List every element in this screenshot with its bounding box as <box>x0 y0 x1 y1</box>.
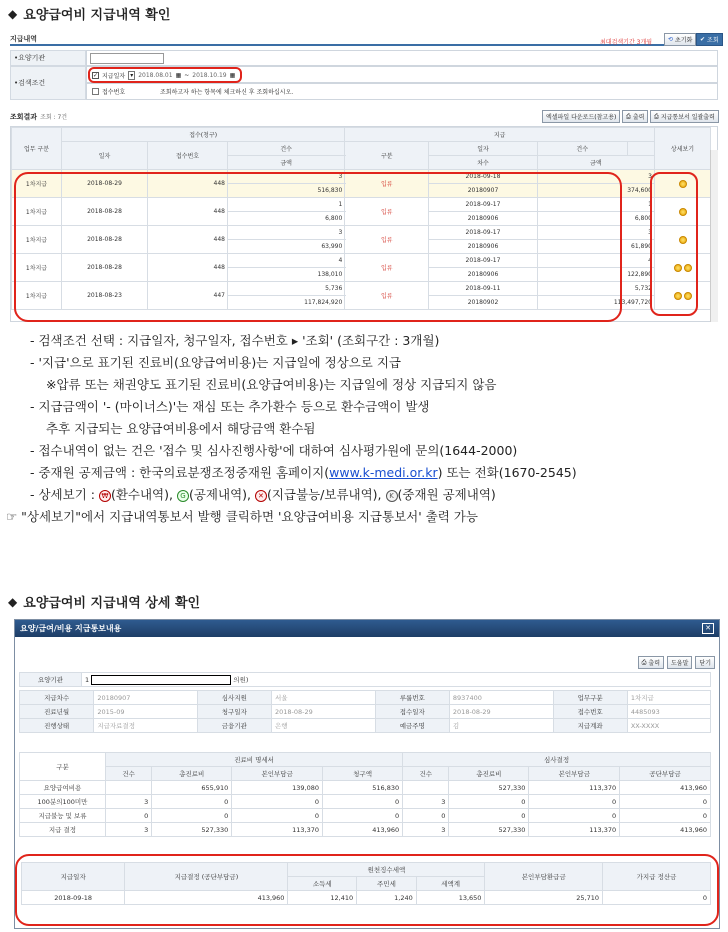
info-value: 서울 <box>272 691 376 705</box>
header-pay-count: 건수 <box>537 142 627 156</box>
panel-title: 지급내역 <box>10 35 38 43</box>
pay-date: 2018-09-18 <box>22 891 125 905</box>
info-label: 지급차수 <box>20 691 94 705</box>
cell-value: 413,960 <box>620 823 711 837</box>
resident-tax: 1,240 <box>357 891 417 905</box>
bill-group-header: 진료비 명세서 <box>106 753 403 767</box>
agency-input[interactable] <box>90 53 164 64</box>
info-value: 은행 <box>272 719 376 733</box>
agency-value: 1 의원) <box>82 673 711 687</box>
pay-amount: 113,497,720 <box>537 296 654 310</box>
bill-column-header: 건수 <box>106 767 152 781</box>
header-work-type: 업무 구분 <box>12 128 62 170</box>
header-receipt-group: 접수(청구) <box>62 128 345 142</box>
cell-value: 113,370 <box>529 823 620 837</box>
init-button[interactable]: ⟲ 초기화 <box>664 33 696 46</box>
table-row <box>20 781 711 795</box>
work-type: 1차지급 <box>12 282 62 310</box>
tax-group-header: 원천징수세액 <box>288 863 485 877</box>
diamond-marker: ◆ <box>8 6 18 21</box>
agency-table <box>19 672 711 687</box>
pay-date: 2018-09-17 <box>429 254 537 268</box>
section2-title: 요양급여비 지급내역 상세 확인 <box>23 596 201 611</box>
pay-count: 1 <box>537 198 654 212</box>
info-value: 2018-08-29 <box>449 705 553 719</box>
pay-amount: 122,890 <box>537 268 654 282</box>
pay-amount: 374,600 <box>537 184 654 198</box>
header-detail: 상세보기 <box>655 128 711 170</box>
cell-value: 413,960 <box>323 823 403 837</box>
cell-value: 0 <box>620 795 711 809</box>
work-type: 1차지급 <box>12 198 62 226</box>
receipt-date: 2018-08-23 <box>62 282 148 310</box>
receipt-count: 1 <box>228 198 345 212</box>
cell-value: 0 <box>449 809 529 823</box>
receipt-amount: 117,824,920 <box>228 296 345 310</box>
tax-total: 13,650 <box>416 891 485 905</box>
info-value: 1차지급 <box>627 691 710 705</box>
receipt-count: 3 <box>228 170 345 184</box>
row-label: 지급불능 및 보류 <box>20 809 106 823</box>
receipt-no: 447 <box>148 282 228 310</box>
header-pay-group: 지급 <box>345 128 655 142</box>
receipt-date: 2018-08-28 <box>62 198 148 226</box>
bill-table <box>19 752 711 837</box>
header-class: 구분 <box>345 142 429 170</box>
receipt-amount: 63,990 <box>228 240 345 254</box>
pay-seq: 20180902 <box>429 296 537 310</box>
info-label: 접수일자 <box>375 705 449 719</box>
pay-decision-header: 지급결정 (공단부담금) <box>125 863 288 891</box>
bill-column-header: 청구액 <box>323 767 403 781</box>
print-button[interactable]: ⎙ 출력 <box>622 110 648 123</box>
receipt-count: 5,736 <box>228 282 345 296</box>
row-label: 지급 결정 <box>20 823 106 837</box>
header-count: 건수 <box>228 142 345 156</box>
header-pay-amount: 금액 <box>537 156 654 170</box>
agency-label: •요양기관 <box>10 50 86 66</box>
cell-value: 0 <box>232 809 323 823</box>
bill-column-header: 본인부담금 <box>529 767 620 781</box>
cell-value: 3 <box>106 795 152 809</box>
info-value: XX-XXXX <box>627 719 710 733</box>
desc-line: - '지급'으로 표기된 진료비(요양급여비용)는 지급일에 정상으로 지급 <box>30 355 402 370</box>
pay-seq: 20180906 <box>429 268 537 282</box>
pay-seq: 20180906 <box>429 212 537 226</box>
receipt-date: 2018-08-28 <box>62 226 148 254</box>
cell-value: 0 <box>449 795 529 809</box>
max-period-note: 최대검색기간 3개월 <box>600 39 653 46</box>
to-date[interactable]: 2018.10.19 <box>192 72 227 79</box>
check-icon: ✔ <box>700 36 706 43</box>
mediation-detail-icon: K <box>386 490 398 502</box>
result-label: 조회결과 <box>10 113 38 121</box>
receipt-count: 4 <box>228 254 345 268</box>
bill-column-header: 공단부담금 <box>620 767 711 781</box>
row-label: 요양급여비용 <box>20 781 106 795</box>
income-tax-header: 소득세 <box>288 877 357 891</box>
info-label: 접수번호 <box>553 705 627 719</box>
receipt-count: 3 <box>228 226 345 240</box>
cell-value: 139,080 <box>232 781 323 795</box>
desc-line: 추후 지급되는 요양급여비용에서 해당금액 환수됨 <box>46 421 316 436</box>
pay-date: 2018-09-17 <box>429 226 537 240</box>
work-type: 1차지급 <box>12 170 62 198</box>
window-titlebar <box>15 620 719 637</box>
receipt-no: 448 <box>148 170 228 198</box>
cell-value <box>403 781 449 795</box>
pay-class: 입류 <box>345 254 429 282</box>
info-label: 예금주명 <box>375 719 449 733</box>
info-value: 2015-09 <box>94 705 197 719</box>
header-seq: 차수 <box>429 156 537 170</box>
header-pay-date: 일자 <box>429 142 537 156</box>
calendar-icon[interactable]: ▦ <box>229 72 236 79</box>
table-row <box>20 795 711 809</box>
receipt-checkbox[interactable] <box>92 88 99 95</box>
pay-decision: 413,960 <box>125 891 288 905</box>
pay-amount: 61,890 <box>537 240 654 254</box>
date-type-select[interactable]: 지급일자 <box>102 73 126 80</box>
receipt-date: 2018-08-29 <box>62 170 148 198</box>
work-type: 1차지급 <box>12 226 62 254</box>
bill-column-header: 본인부담금 <box>232 767 323 781</box>
cell-value: 527,330 <box>449 781 529 795</box>
resident-tax-header: 주민세 <box>357 877 417 891</box>
info-value: 20180907 <box>94 691 197 705</box>
info-label: 지급계좌 <box>553 719 627 733</box>
cell-value: 0 <box>106 809 152 823</box>
pay-date: 2018-09-11 <box>429 282 537 296</box>
receipt-amount: 516,830 <box>228 184 345 198</box>
cell-value: 0 <box>323 795 403 809</box>
row-label: 100분의100미만 <box>20 795 106 809</box>
bill-column-header: 총진료비 <box>152 767 232 781</box>
cell-value: 0 <box>232 795 323 809</box>
from-date[interactable]: 2018.08.01 <box>138 72 173 79</box>
bill-column-header: 건수 <box>403 767 449 781</box>
pay-count: 5,732 <box>537 282 654 296</box>
search-button[interactable]: ✔ 조회 <box>696 33 723 46</box>
header-amount: 금액 <box>228 156 345 170</box>
highlight-detail <box>650 172 698 316</box>
section2-heading <box>8 592 200 611</box>
scrollbar[interactable] <box>710 150 718 322</box>
pay-seq: 20180906 <box>429 240 537 254</box>
excel-download-button[interactable]: 엑셀파일 다운로드(참고용) <box>542 110 620 123</box>
info-label: 루룹번호 <box>375 691 449 705</box>
pay-count: 3 <box>537 170 654 184</box>
close-button[interactable]: 닫기 <box>695 656 715 669</box>
header-pay-amount-top <box>627 142 654 156</box>
pay-class: 입류 <box>345 282 429 310</box>
hold-detail-icon: ✕ <box>255 490 267 502</box>
info-value: 2018-08-29 <box>272 705 376 719</box>
receipt-label: 접수번호 <box>102 89 126 96</box>
pay-notice-window <box>14 619 720 929</box>
table-row <box>20 809 711 823</box>
receipt-amount: 138,010 <box>228 268 345 282</box>
pay-date: 2018-09-17 <box>429 198 537 212</box>
receipt-amount: 6,800 <box>228 212 345 226</box>
cell-value: 0 <box>620 809 711 823</box>
cell-value: 113,370 <box>529 781 620 795</box>
pay-count: 4 <box>537 254 654 268</box>
receipt-no: 448 <box>148 226 228 254</box>
help-button[interactable]: 도움말 <box>667 656 692 669</box>
info-value: 지급자료결정 <box>94 719 197 733</box>
info-label: 금융기관 <box>197 719 271 733</box>
agency-label: 요양기관 <box>20 673 82 687</box>
section1-title: 요양급여비 지급내역 확인 <box>23 8 171 23</box>
receipt-no: 448 <box>148 254 228 282</box>
refund-header: 본인부담환급금 <box>485 863 603 891</box>
info-label: 청구일자 <box>197 705 271 719</box>
header-receipt-no: 접수번호 <box>148 142 228 170</box>
pay-class: 입류 <box>345 198 429 226</box>
advance-header: 가지급 정산금 <box>603 863 711 891</box>
pay-date-header: 지급일자 <box>22 863 125 891</box>
pay-date: 2018-09-18 <box>429 170 537 184</box>
info-label: 진료년월 <box>20 705 94 719</box>
kmedi-link[interactable]: www.k-medi.or.kr <box>329 465 438 480</box>
info-label: 심사지원 <box>197 691 271 705</box>
advance: 0 <box>603 891 711 905</box>
cell-value: 3 <box>403 823 449 837</box>
cell-value: 0 <box>403 809 449 823</box>
pay-class: 입류 <box>345 226 429 254</box>
desc-line: - 상세보기 : ₩ (환수내역), G (공제내역), ✕ (지급불능/보류내역), K (중재원 공제내역) <box>30 487 496 502</box>
info-label: 업무구분 <box>553 691 627 705</box>
cell-value: 0 <box>323 809 403 823</box>
info-value: 8937400 <box>449 691 553 705</box>
cell-value <box>106 781 152 795</box>
receipt-date: 2018-08-28 <box>62 254 148 282</box>
description <box>6 330 720 528</box>
refresh-icon: ⟲ <box>668 36 674 43</box>
calendar-icon[interactable]: ▦ <box>175 72 182 79</box>
info-label: 진행상태 <box>20 719 94 733</box>
pay-seq: 20180907 <box>429 184 537 198</box>
printer-icon: ⎙ <box>626 112 631 120</box>
deduction-detail-icon: G <box>177 490 189 502</box>
dropdown-icon[interactable]: ▾ <box>130 72 134 79</box>
refund: 25,710 <box>485 891 603 905</box>
cell-value: 527,330 <box>449 823 529 837</box>
window-title: 요양/급여/비용 지급통보내용 <box>20 624 122 633</box>
printer-icon: ⎙ <box>654 112 659 120</box>
result-count: 조회 : 7건 <box>40 114 68 121</box>
tax-total-header: 세액계 <box>416 877 485 891</box>
info-value: 4485093 <box>627 705 710 719</box>
info-value: 김 <box>449 719 553 733</box>
print-button[interactable]: ⎙ 출력 <box>638 656 664 669</box>
refund-detail-icon: ₩ <box>99 490 111 502</box>
cell-value: 3 <box>403 795 449 809</box>
desc-line: ※압류 또는 채권양도 표기된 진료비(요양급여비용)는 지급일에 정상 지급되지 않음 <box>46 377 497 392</box>
review-group-header: 심사결정 <box>403 753 711 767</box>
cell-value: 0 <box>529 795 620 809</box>
desc-line: ☞ "상세보기"에서 지급내역통보서 발행 클릭하면 '요양급여비용 지급통보서' 출력 가능 <box>6 509 478 524</box>
highlight-rows <box>14 172 622 322</box>
bill-column-header: 총진료비 <box>449 767 529 781</box>
diamond-marker: ◆ <box>8 594 18 609</box>
cell-value: 3 <box>106 823 152 837</box>
header-date: 일자 <box>62 142 148 170</box>
desc-line: - 지급금액이 '- (마이너스)'는 재심 또는 추가환수 등으로 환수금액이 발생 <box>30 399 430 414</box>
date-type-checkbox[interactable]: ✓ <box>93 72 99 79</box>
cell-value: 527,330 <box>152 823 232 837</box>
cell-value: 0 <box>152 809 232 823</box>
close-icon[interactable]: ✕ <box>702 623 714 634</box>
printer-icon: ⎙ <box>641 658 647 666</box>
cell-value: 0 <box>529 809 620 823</box>
table-row <box>20 823 711 837</box>
pay-history-panel: 지급내역 최대검색기간 3개월 ⟲ 초기화 ✔ 조회 •요양기관 •검색조건 ✓ 지급일자 ▾ 2018.08.01 ▦ ~ 2018.10.19 ▦ 접수번호 조회하고자 하는 항목에 체크하신 후 조회하십시오. 조회결과 조회 : 7건 엑셀파일 다운로드(참고용) ⎙ 출력 ⎙ 지급통보서 일괄출력 업무 구분 접수(청구) 지급 상세보기 일자 접수번호 건수 구분 일자 건수 금액 차수 금액 1차지급 2018-08-29 448 3 입류 2018-09-18 3 516,830 20180907 374,600 1차지급 2018-08-28 448 1 입류 2018-09-17 1 6,800 20180906 6,800 1차지급 2018-08-28 448 3 입류 2018-09-17 3 63,990 20180906 61,890 1차지급 2018-08-28 448 4 입류 2018-09-17 4 138,010 20180906 122,890 1차지급 2018-08-23 447 5,736 입류 2018-09-11 5,732 117,824,920 20180902 113,497,720 <box>10 32 718 325</box>
search-hint: 조회하고자 하는 항목에 체크하신 후 조회하십시오. <box>160 89 294 96</box>
highlight-pay <box>15 854 719 926</box>
receipt-no: 448 <box>148 198 228 226</box>
cell-value: 0 <box>152 795 232 809</box>
pay-amount: 6,800 <box>537 212 654 226</box>
cell-value: 655,910 <box>152 781 232 795</box>
pay-class: 입류 <box>345 170 429 198</box>
cell-value: 113,370 <box>232 823 323 837</box>
pay-count: 3 <box>537 226 654 240</box>
desc-line: - 중재원 공제금액 : 한국의료분쟁조정중재원 홈페이지(www.k-medi.or.kr) 또는 전화(1670-2545) <box>30 465 577 480</box>
cell-value: 413,960 <box>620 781 711 795</box>
condition-label: •검색조건 <box>10 66 86 100</box>
desc-line: - 검색조건 선택 : 지급일자, 청구일자, 접수번호 ▸ '조회' (조회구간 : 3개월) <box>30 333 440 348</box>
work-type: 1차지급 <box>12 254 62 282</box>
bill-column-header: 구분 <box>20 753 106 781</box>
section1-heading <box>8 4 170 23</box>
cell-value: 516,830 <box>323 781 403 795</box>
info-table <box>19 690 711 733</box>
income-tax: 12,410 <box>288 891 357 905</box>
desc-line: - 접수내역이 없는 건은 '접수 및 심사진행사항'에 대하여 심사평가원에 문의(1644-2000) <box>30 443 518 458</box>
notice-print-button[interactable]: ⎙ 지급통보서 일괄출력 <box>650 110 719 123</box>
